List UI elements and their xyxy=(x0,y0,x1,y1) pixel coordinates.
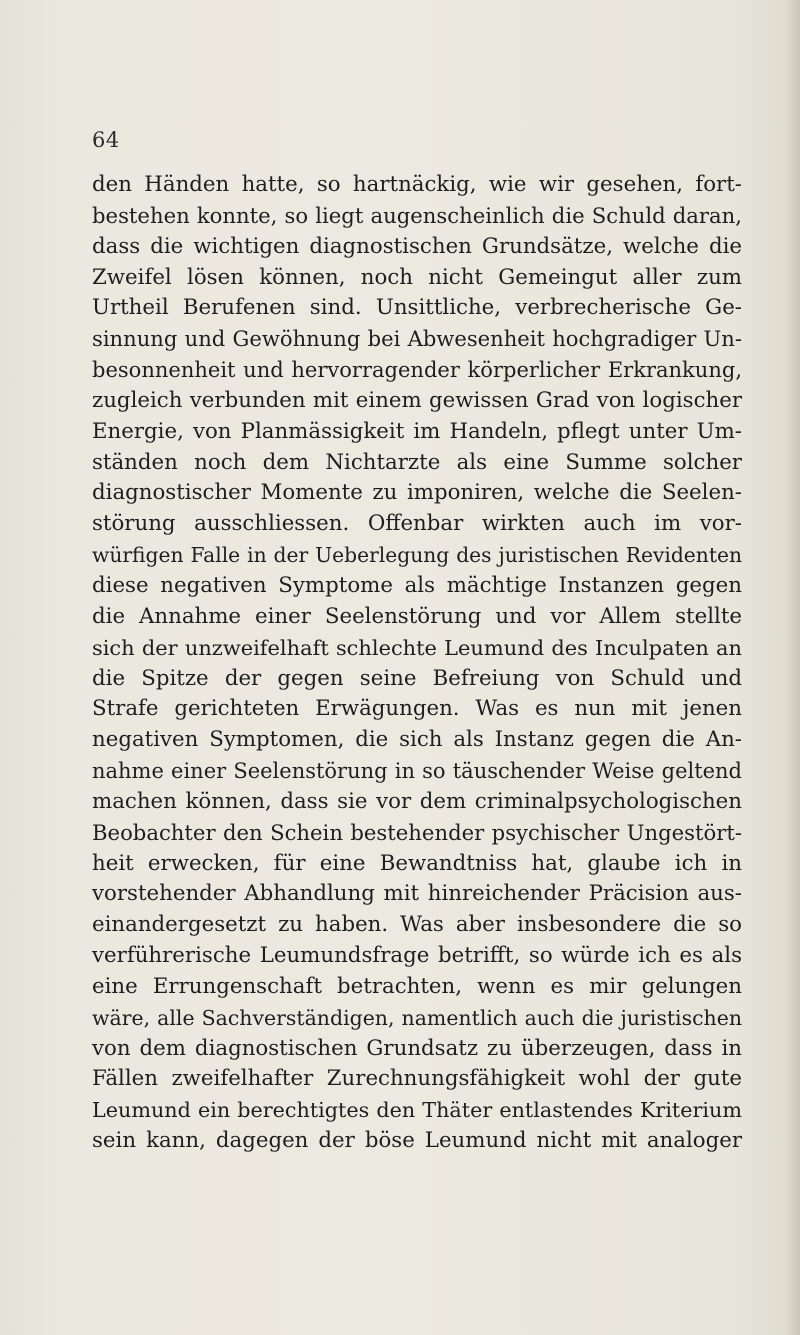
text-line: die Annahme einer Seelenstörung und vor Allem stellte xyxy=(92,603,742,629)
page-number: 64 xyxy=(92,128,120,152)
page-edge-shadow xyxy=(786,0,800,1335)
text-line: diese negativen Symptome als mächtige Instanzen gegen xyxy=(92,572,742,598)
text-line: Urtheil Berufenen sind. Unsittliche, verbrecherische Ge- xyxy=(92,295,742,321)
text-line: sinnung und Gewöhnung bei Abwesenheit hochgradiger Un- xyxy=(92,326,742,352)
text-line: von dem diagnostischen Grundsatz zu überzeugen, dass in xyxy=(92,1035,742,1061)
text-line: verführerische Leumundsfrage betrifft, so würde ich es als xyxy=(92,943,742,969)
text-line: ständen noch dem Nichtarzte als eine Summe solcher xyxy=(92,449,742,475)
text-line: machen können, dass sie vor dem criminalpsychologischen xyxy=(92,788,742,814)
text-line: Leumund ein berechtigtes den Thäter entlastendes Kriterium xyxy=(92,1098,742,1123)
text-line: nahme einer Seelenstörung in so täuschender Weise geltend xyxy=(92,759,742,784)
text-line: negativen Symptomen, die sich als Instanz gegen die An- xyxy=(92,727,742,753)
text-line: sich der unzweifelhaft schlechte Leumund des Inculpaten an xyxy=(92,635,742,660)
text-line: Beobachter den Schein bestehender psychischer Ungestört- xyxy=(92,819,742,845)
text-line: wäre, alle Sachverständigen, namentlich auch die juristischen xyxy=(92,1005,742,1030)
text-line: heit erwecken, für eine Bewandtniss hat, glaube ich in xyxy=(92,850,742,876)
text-line: Energie, von Planmässigkeit im Handeln, pflegt unter Um- xyxy=(92,418,742,444)
text-line: einandergesetzt zu haben. Was aber insbesondere die so xyxy=(92,912,742,938)
text-line: bestehen konnte, so liegt augenscheinlich die Schuld daran, xyxy=(92,202,742,228)
text-line: würfigen Falle in der Ueberlegung des juristischen Revidenten xyxy=(92,543,742,568)
text-line: dass die wichtigen diagnostischen Grundsätze, welche die xyxy=(92,233,742,259)
text-line: störung ausschliessen. Offenbar wirkten auch im vor- xyxy=(92,511,742,537)
text-line: sein kann, dagegen der böse Leumund nicht mit analoger xyxy=(92,1128,742,1154)
text-line: den Händen hatte, so hartnäckig, wie wir gesehen, fort- xyxy=(92,172,742,197)
text-line: eine Errungenschaft betrachten, wenn es mir gelungen xyxy=(92,973,742,999)
text-line: diagnostischer Momente zu imponiren, welche die Seelen- xyxy=(92,480,742,506)
text-line: die Spitze der gegen seine Befreiung von Schuld und xyxy=(92,665,742,691)
body-text xyxy=(92,170,742,1157)
text-line: vorstehender Abhandlung mit hinreichender Präcision aus- xyxy=(92,881,742,907)
text-line: Zweifel lösen können, noch nicht Gemeingut aller zum xyxy=(92,264,742,290)
text-line: Strafe gerichteten Erwägungen. Was es nun mit jenen xyxy=(92,696,742,722)
text-line: zugleich verbunden mit einem gewissen Grad von logischer xyxy=(92,387,742,413)
text-line: Fällen zweifelhafter Zurechnungsfähigkeit wohl der gute xyxy=(92,1066,742,1092)
text-line: besonnenheit und hervorragender körperlicher Erkrankung, xyxy=(92,357,742,383)
